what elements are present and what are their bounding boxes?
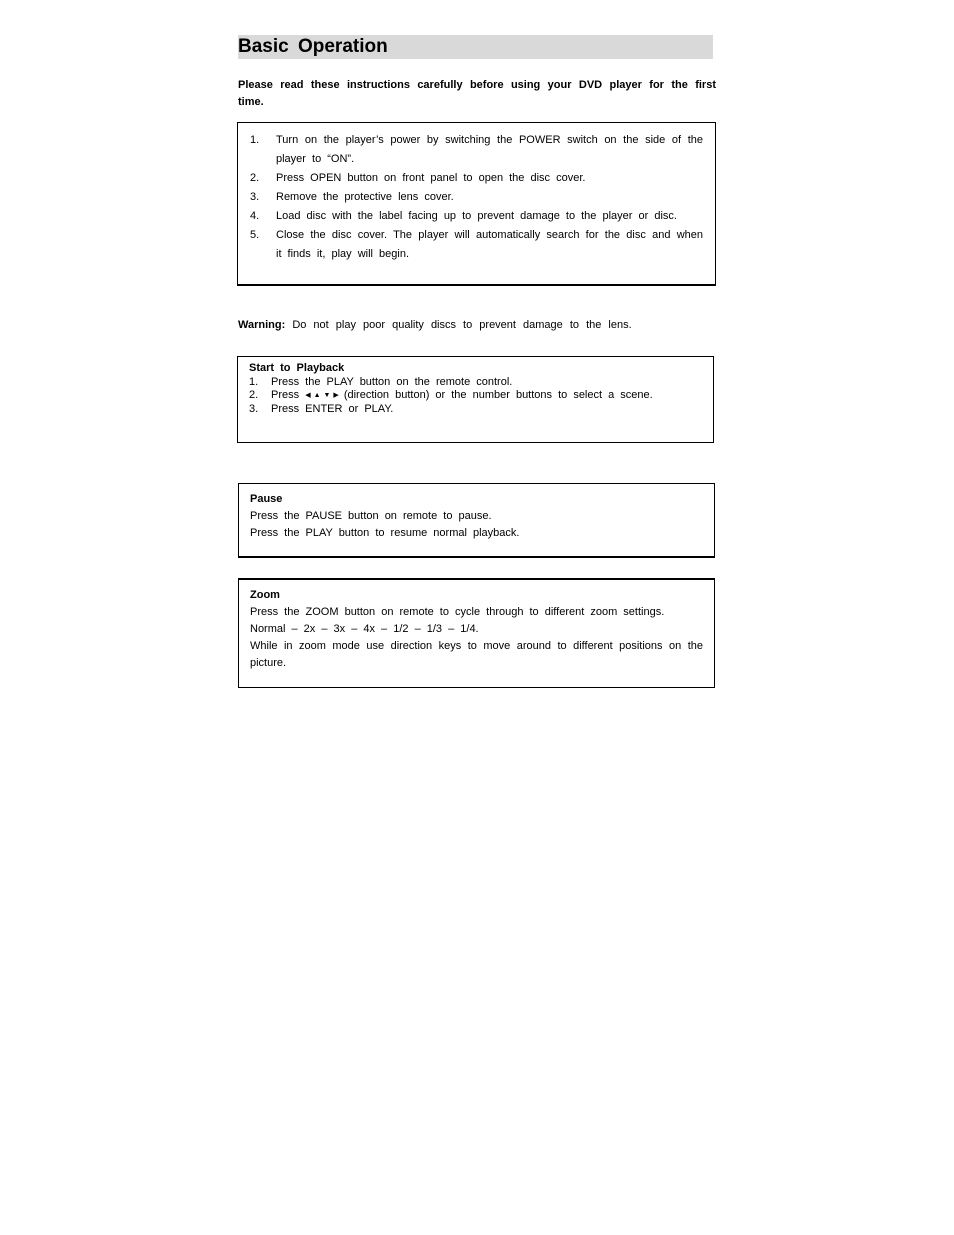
page-title: Basic Operation	[238, 35, 713, 59]
warning-label: Warning:	[238, 319, 286, 331]
warning-note	[238, 317, 632, 334]
step-number: 1.	[249, 375, 259, 388]
step-text: Remove the protective lens cover.	[276, 191, 454, 203]
step-text: Press the PLAY button on the remote control.	[271, 375, 513, 388]
list-item	[250, 169, 703, 188]
step-number: 3.	[250, 191, 260, 203]
zoom-line: Normal – 2x – 3x – 4x – 1/2 – 1/3 – 1/4.	[250, 623, 479, 635]
list-item	[250, 226, 703, 264]
step-text: (direction button) or the number buttons to select a scene.	[343, 389, 653, 401]
step-text: Press ENTER or PLAY.	[271, 402, 394, 415]
pause-heading: Pause	[250, 493, 283, 505]
playback-heading: Start to Playback	[249, 362, 345, 374]
warning-text: Do not play poor quality discs to prevent damage to the lens.	[292, 319, 632, 331]
step-number: 5.	[250, 229, 260, 241]
list-item	[249, 376, 702, 390]
setup-steps-box	[237, 122, 716, 286]
list-item	[250, 188, 703, 207]
pause-line: Press the PLAY button to resume normal playback.	[250, 527, 520, 539]
step-number: 1.	[250, 134, 260, 146]
zoom-line: While in zoom mode use direction keys to move around to different positions on the picture.	[250, 640, 703, 669]
pause-line: Press the PAUSE button on remote to pause.	[250, 510, 492, 522]
step-number: 4.	[250, 210, 260, 222]
direction-arrows-icon: ◀▲▼▶	[305, 392, 342, 399]
step-number: 2.	[250, 172, 260, 184]
playback-box	[237, 356, 714, 443]
step-number: 3.	[249, 402, 259, 415]
step-text: Close the disc cover. The player will automatically search for the disc and when it finds it, play will begin.	[276, 229, 703, 260]
step-text-prefix: Press	[271, 389, 300, 401]
list-item	[250, 207, 703, 226]
list-item	[249, 403, 702, 417]
step-text: Load disc with the label facing up to prevent damage to the player or disc.	[276, 210, 677, 222]
pause-box	[238, 483, 715, 558]
list-item	[249, 389, 702, 403]
zoom-heading: Zoom	[250, 589, 280, 601]
step-text: Press OPEN button on front panel to open the disc cover.	[276, 172, 586, 184]
intro-text: Please read these instructions carefully before using your DVD player for the first time.	[238, 79, 716, 108]
step-text: Turn on the player’s power by switching the POWER switch on the side of the player to “ON”.	[276, 134, 703, 165]
step-number: 2.	[249, 389, 259, 401]
list-item	[250, 131, 703, 169]
zoom-line: Press the ZOOM button on remote to cycle through to different zoom settings.	[250, 606, 665, 618]
zoom-box	[238, 578, 715, 688]
